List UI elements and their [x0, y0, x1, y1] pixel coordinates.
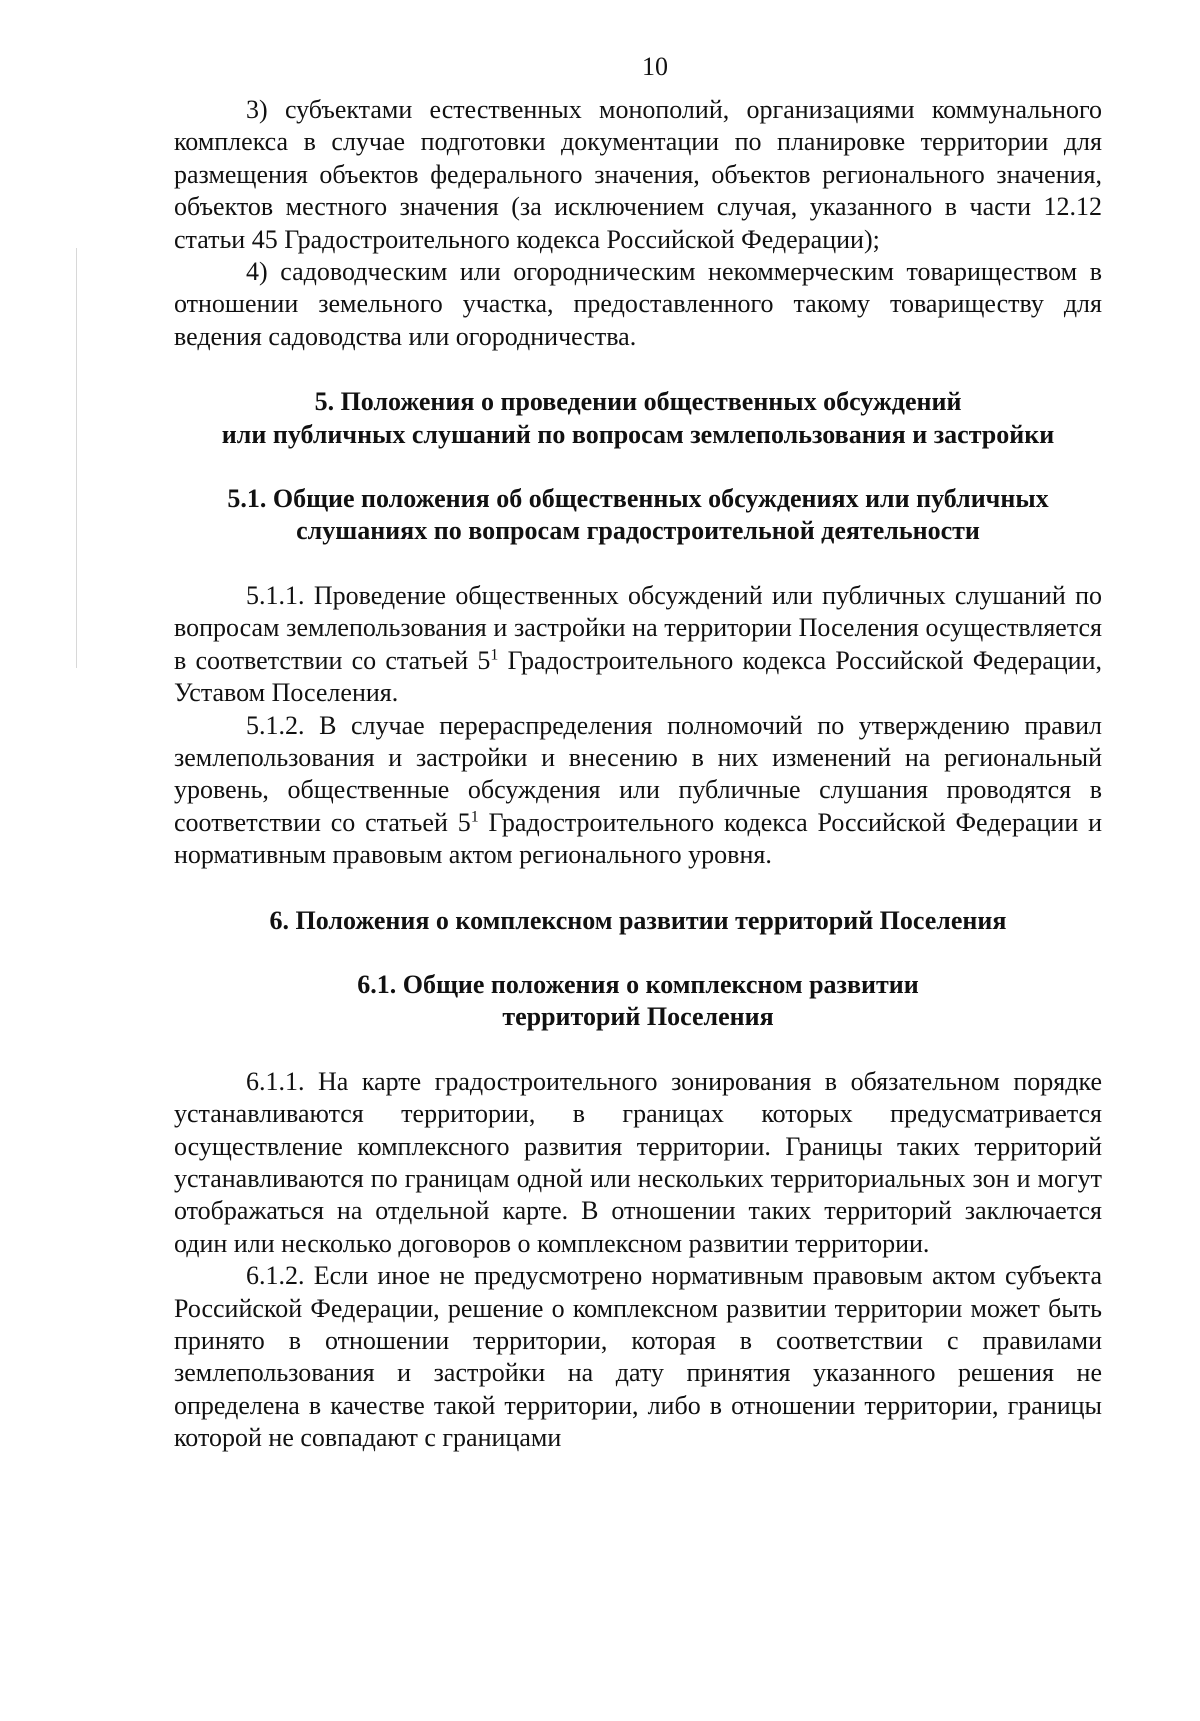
section-5-heading-line-2: или публичных слушаний по вопросам землепользования и застройки [221, 419, 1055, 449]
section-6-1-heading-line-2: территорий Поселения [502, 1002, 774, 1032]
paragraph-6-1-1: 6.1.1. На карте градостроительного зонирования в обязательном порядке устанавливаются территории, в границах которых предусматривается осуществление комплексного развития территории. Границы таких территорий устанавливаются по границам одной или нескольких территориальных зон и могут отображаться на отдельной карте. В отношении таких территорий заключается один или несколько договоров о комплексном развитии территории. [174, 1066, 1102, 1258]
paragraph-5-1-2 [174, 710, 1102, 872]
section-5-1-heading-line-1: 5.1. Общие положения об общественных обсуждениях или публичных [227, 484, 1049, 514]
paragraph-5-1-1-text: 5.1.1. Проведение общественных обсуждений или публичных слушаний по вопросам землепользования и застройки на территории Поселения осуществляется в соответствии со статьей 5 [174, 580, 1102, 675]
section-5-1-heading-line-2: слушаниях по вопросам градостроительной деятельности [296, 516, 980, 546]
section-5-heading-line-1: 5. Положения о проведении общественных обсуждений [314, 387, 962, 417]
paragraph-5-1-2-text: 5.1.2. В случае перераспределения полномочий по утверждению правил землепользования и застройки и внесению в них изменений на региональный уровень, общественные обсуждения или публичные слушания проводятся в соответствии со статьей 5 [174, 710, 1102, 837]
list-item-4: 4) садоводческим или огородническим некоммерческим товариществом в отношении земельного участка, предоставленного такому товариществу для ведения садоводства или огородничества. [174, 257, 1102, 351]
list-item-3: 3) субъектами естественных монополий, организациями коммунального комплекса в случае подготовки документации по планировке территории для размещения объектов федерального значения, объектов регионального значения, объектов местного значения (за исключением случая, указанного в части 12.12 статьи 45 Градостроительного кодекса Российской Федерации); [174, 95, 1102, 254]
paragraph-5-1-2-tail: Градостроительного кодекса Российской Федерации и нормативным правовым актом регионального уровня. [174, 807, 1102, 870]
page-number: 10 [642, 52, 668, 81]
section-5-1-heading [174, 483, 1102, 548]
scan-edge-line [76, 248, 77, 668]
document-page [174, 50, 1102, 1455]
paragraph-5-1-2-superscript: 1 [470, 808, 479, 826]
section-6-1-heading-line-1: 6.1. Общие положения о комплексном развитии [357, 969, 919, 999]
section-6-heading-line-1: 6. Положения о комплексном развитии территорий Поселения [269, 905, 1007, 935]
section-6-heading [174, 905, 1102, 937]
paragraph-5-1-1-superscript: 1 [490, 646, 499, 664]
paragraph-6-1-2: 6.1.2. Если иное не предусмотрено нормативным правовым актом субъекта Российской Федерации, решение о комплексном развитии территории может быть принято в отношении территории, которая в соответствии с правилами землепользования и застройки на дату принятия указанного решения не определена в качестве такой территории, либо в отношении территории, границы которой не совпадают с границами [174, 1261, 1102, 1453]
section-6-1-heading [174, 969, 1102, 1034]
paragraph-5-1-1-tail: Градостроительного кодекса Российской Федерации, Уставом Поселения. [174, 645, 1102, 708]
section-5-heading [174, 386, 1102, 451]
paragraph-5-1-1 [174, 580, 1102, 710]
